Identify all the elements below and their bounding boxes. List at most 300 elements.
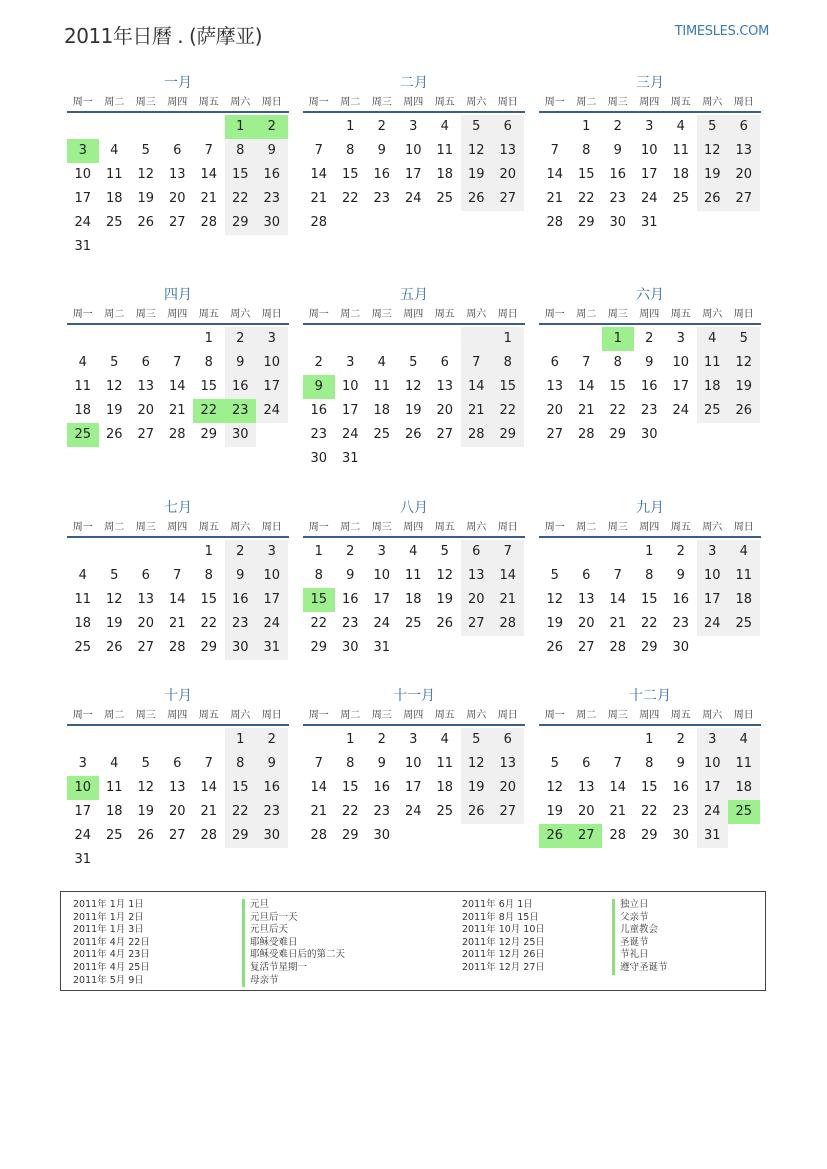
weekday-label: 周五	[670, 97, 691, 108]
day-cell: 24	[697, 612, 729, 636]
day-cell: 5	[461, 728, 493, 752]
empty-cell	[99, 540, 131, 564]
day-cell: 18	[672, 167, 690, 182]
weekday-label: 周五	[198, 97, 219, 108]
weekday-label: 周一	[544, 97, 565, 108]
weekday-label: 周五	[434, 710, 455, 721]
day-cell: 31	[640, 215, 658, 230]
day-cell: 9	[377, 143, 386, 158]
day-cell: 30	[341, 640, 359, 655]
day-cell: 10	[404, 756, 422, 771]
holiday-name: 元旦	[242, 899, 345, 912]
holiday-name: 独立日	[612, 899, 668, 912]
day-cell: 13	[728, 139, 760, 163]
day-cell: 21	[609, 616, 627, 631]
day-cell: 1	[645, 544, 654, 559]
empty-cell	[303, 327, 335, 351]
day-cell: 25	[105, 828, 123, 843]
day-cell: 18	[105, 191, 123, 206]
month-block	[539, 498, 761, 660]
day-cell: 30	[373, 828, 391, 843]
day-cell: 17	[672, 379, 690, 394]
month-name: 三月	[636, 75, 664, 91]
day-grid	[539, 115, 761, 235]
day-cell: 2	[613, 119, 622, 134]
weekday-label: 周二	[104, 309, 125, 320]
empty-cell	[162, 327, 194, 351]
day-cell: 18	[105, 804, 123, 819]
day-cell: 16	[373, 780, 391, 795]
day-cell: 23	[341, 616, 359, 631]
weekday-label: 周二	[576, 522, 597, 533]
day-cell: 22	[609, 403, 627, 418]
month-block	[303, 498, 525, 660]
weekday-label: 周一	[544, 522, 565, 533]
empty-cell	[539, 728, 571, 752]
holiday-name: 耶稣受难日	[242, 937, 345, 950]
weekday-label: 周六	[230, 97, 251, 108]
day-cell: 8	[225, 752, 257, 776]
day-cell: 15	[341, 780, 359, 795]
day-cell: 11	[672, 143, 690, 158]
day-cell: 13	[168, 780, 186, 795]
weekday-label: 周五	[670, 710, 691, 721]
day-cell: 21	[168, 616, 186, 631]
holiday-name: 元旦后天	[242, 924, 345, 937]
weekday-label: 周二	[340, 97, 361, 108]
weekday-label: 周一	[308, 710, 329, 721]
day-cell: 27	[168, 828, 186, 843]
day-cell: 17	[373, 592, 391, 607]
day-cell: 9	[256, 752, 288, 776]
weekday-header	[67, 307, 289, 325]
day-cell: 23	[640, 403, 658, 418]
day-cell: 7	[314, 756, 323, 771]
weekday-label: 周四	[639, 710, 660, 721]
empty-cell	[571, 327, 603, 351]
empty-cell	[303, 115, 335, 139]
weekday-label: 周二	[576, 97, 597, 108]
weekday-label: 周六	[466, 309, 487, 320]
day-cell: 2	[225, 327, 257, 351]
day-cell: 15	[577, 167, 595, 182]
day-cell: 10	[697, 564, 729, 588]
day-cell: 13	[492, 752, 524, 776]
day-cell: 9	[676, 568, 685, 583]
day-cell: 12	[461, 139, 493, 163]
empty-cell	[130, 327, 162, 351]
day-cell: 5	[110, 568, 119, 583]
day-cell: 11	[728, 752, 760, 776]
weekday-label: 周二	[104, 522, 125, 533]
weekday-label: 周六	[702, 522, 723, 533]
day-cell: 11	[728, 564, 760, 588]
day-cell: 7	[173, 355, 182, 370]
day-cell: 19	[404, 403, 422, 418]
holiday-name: 儿童教会	[612, 924, 668, 937]
holiday-name: 圣诞节	[612, 937, 668, 950]
day-cell: 20	[168, 804, 186, 819]
day-cell: 30	[256, 824, 288, 848]
holiday-day: 25	[728, 800, 760, 824]
holiday-date: 2011年 12月 27日	[462, 961, 545, 973]
day-cell: 19	[105, 616, 123, 631]
day-cell: 21	[577, 403, 595, 418]
day-cell: 25	[373, 427, 391, 442]
day-cell: 5	[110, 355, 119, 370]
day-cell: 5	[141, 756, 150, 771]
day-cell: 8	[645, 568, 654, 583]
month-block	[67, 285, 289, 447]
day-cell: 8	[204, 568, 213, 583]
day-grid	[303, 540, 525, 660]
day-cell: 13	[577, 592, 595, 607]
weekday-label: 周三	[607, 309, 628, 320]
weekday-label: 周四	[403, 97, 424, 108]
day-cell: 1	[582, 119, 591, 134]
day-cell: 10	[697, 752, 729, 776]
day-cell: 4	[110, 756, 119, 771]
day-cell: 18	[404, 592, 422, 607]
day-cell: 13	[546, 379, 564, 394]
day-cell: 4	[728, 728, 760, 752]
day-cell: 6	[173, 143, 182, 158]
day-cell: 29	[225, 211, 257, 235]
empty-cell	[162, 728, 194, 752]
empty-cell	[99, 728, 131, 752]
month-name: 十一月	[393, 688, 435, 704]
day-cell: 15	[225, 776, 257, 800]
day-cell: 9	[225, 351, 257, 375]
day-cell: 14	[492, 564, 524, 588]
empty-cell	[366, 327, 398, 351]
holiday-day: 2	[256, 115, 288, 139]
weekday-label: 周一	[308, 309, 329, 320]
day-cell: 15	[225, 163, 257, 187]
day-cell: 11	[436, 143, 454, 158]
weekday-label: 周五	[198, 309, 219, 320]
day-cell: 16	[310, 403, 328, 418]
day-cell: 6	[728, 115, 760, 139]
day-cell: 31	[74, 852, 92, 867]
day-cell: 4	[78, 355, 87, 370]
day-cell: 29	[225, 824, 257, 848]
day-cell: 13	[492, 139, 524, 163]
day-cell: 28	[461, 423, 493, 447]
weekday-label: 周日	[733, 97, 754, 108]
day-cell: 6	[550, 355, 559, 370]
holiday-day: 26	[539, 824, 571, 848]
day-cell: 26	[105, 640, 123, 655]
day-cell: 17	[341, 403, 359, 418]
day-cell: 10	[404, 143, 422, 158]
day-cell: 21	[546, 191, 564, 206]
day-cell: 12	[404, 379, 422, 394]
holiday-date: 2011年 4月 22日	[73, 936, 150, 948]
day-cell: 9	[225, 564, 257, 588]
weekday-label: 周日	[733, 522, 754, 533]
weekday-label: 周一	[72, 710, 93, 721]
day-cell: 20	[492, 776, 524, 800]
day-cell: 26	[697, 187, 729, 211]
weekday-label: 周日	[733, 309, 754, 320]
day-cell: 22	[640, 616, 658, 631]
weekday-label: 周三	[135, 522, 156, 533]
day-cell: 1	[346, 119, 355, 134]
empty-cell	[130, 115, 162, 139]
day-cell: 20	[492, 163, 524, 187]
day-cell: 24	[404, 804, 422, 819]
day-cell: 29	[609, 427, 627, 442]
day-cell: 31	[341, 451, 359, 466]
weekday-label: 周日	[261, 710, 282, 721]
month-block	[539, 285, 761, 447]
weekday-label: 周六	[702, 710, 723, 721]
day-cell: 15	[200, 592, 218, 607]
day-cell: 9	[613, 143, 622, 158]
day-cell: 14	[577, 379, 595, 394]
month-block	[67, 498, 289, 660]
day-cell: 7	[204, 756, 213, 771]
weekday-label: 周四	[167, 522, 188, 533]
month-name: 五月	[400, 287, 428, 303]
day-cell: 21	[168, 403, 186, 418]
day-cell: 14	[461, 375, 493, 399]
day-cell: 18	[436, 780, 454, 795]
day-cell: 30	[310, 451, 328, 466]
day-cell: 8	[613, 355, 622, 370]
day-cell: 19	[546, 616, 564, 631]
empty-cell	[130, 728, 162, 752]
day-cell: 7	[173, 568, 182, 583]
day-cell: 21	[461, 399, 493, 423]
day-cell: 1	[346, 732, 355, 747]
holiday-date: 2011年 1月 3日	[73, 924, 144, 936]
day-cell: 22	[577, 191, 595, 206]
day-cell: 2	[377, 119, 386, 134]
weekday-label: 周六	[230, 710, 251, 721]
day-cell: 27	[137, 640, 155, 655]
day-cell: 13	[436, 379, 454, 394]
holiday-name: 节礼日	[612, 949, 668, 962]
day-cell: 20	[436, 403, 454, 418]
empty-cell	[429, 327, 461, 351]
day-cell: 28	[168, 427, 186, 442]
holiday-date: 2011年 12月 25日	[462, 936, 545, 948]
weekday-label: 周一	[308, 97, 329, 108]
day-cell: 24	[404, 191, 422, 206]
day-cell: 6	[141, 568, 150, 583]
day-cell: 8	[204, 355, 213, 370]
day-cell: 30	[672, 640, 690, 655]
weekday-label: 周一	[544, 309, 565, 320]
weekday-label: 周二	[576, 309, 597, 320]
day-cell: 13	[137, 379, 155, 394]
weekday-label: 周日	[497, 710, 518, 721]
empty-cell	[67, 728, 99, 752]
day-cell: 2	[676, 544, 685, 559]
weekday-label: 周日	[733, 710, 754, 721]
day-cell: 2	[225, 540, 257, 564]
day-cell: 23	[256, 187, 288, 211]
weekday-label: 周五	[434, 309, 455, 320]
holiday-name: 耶稣受难日后的第二天	[242, 949, 345, 962]
day-cell: 31	[373, 640, 391, 655]
day-cell: 15	[609, 379, 627, 394]
month-name: 八月	[400, 500, 428, 516]
day-cell: 5	[728, 327, 760, 351]
day-cell: 3	[78, 756, 87, 771]
holiday-date: 2011年 1月 1日	[73, 899, 144, 910]
month-name: 二月	[400, 75, 428, 91]
day-cell: 3	[409, 119, 418, 134]
day-cell: 26	[728, 399, 760, 423]
weekday-label: 周三	[607, 710, 628, 721]
day-cell: 20	[137, 616, 155, 631]
weekday-label: 周三	[135, 97, 156, 108]
holiday-day: 25	[67, 423, 99, 447]
weekday-header	[539, 708, 761, 726]
day-cell: 29	[341, 828, 359, 843]
day-cell: 28	[546, 215, 564, 230]
legend-left-names	[242, 899, 345, 987]
day-cell: 6	[173, 756, 182, 771]
day-cell: 27	[436, 427, 454, 442]
weekday-label: 周二	[576, 710, 597, 721]
day-cell: 28	[310, 215, 328, 230]
weekday-header	[539, 520, 761, 538]
day-cell: 13	[577, 780, 595, 795]
day-cell: 23	[310, 427, 328, 442]
day-cell: 10	[256, 351, 288, 375]
day-grid	[303, 728, 525, 848]
day-cell: 11	[436, 756, 454, 771]
day-cell: 22	[341, 191, 359, 206]
weekday-header	[539, 307, 761, 325]
day-cell: 6	[492, 115, 524, 139]
month-name: 十月	[164, 688, 192, 704]
site-link[interactable]: TIMESLES.COM	[674, 24, 769, 39]
weekday-label: 周四	[639, 309, 660, 320]
day-cell: 19	[105, 403, 123, 418]
day-cell: 23	[256, 800, 288, 824]
empty-cell	[67, 540, 99, 564]
holiday-date: 2011年 10月 10日	[462, 924, 545, 936]
day-cell: 15	[640, 780, 658, 795]
day-cell: 11	[74, 379, 92, 394]
weekday-label: 周四	[167, 97, 188, 108]
month-block	[67, 686, 289, 872]
day-cell: 6	[582, 568, 591, 583]
day-cell: 31	[256, 636, 288, 660]
weekday-label: 周三	[371, 97, 392, 108]
empty-cell	[67, 327, 99, 351]
holiday-day: 23	[225, 399, 257, 423]
day-cell: 20	[546, 403, 564, 418]
weekday-label: 周二	[104, 710, 125, 721]
legend-right-dates	[462, 899, 545, 975]
day-cell: 7	[314, 143, 323, 158]
day-cell: 16	[672, 780, 690, 795]
weekday-label: 周六	[702, 309, 723, 320]
weekday-header	[303, 307, 525, 325]
day-cell: 13	[137, 592, 155, 607]
day-cell: 10	[74, 167, 92, 182]
day-grid	[303, 327, 525, 471]
day-cell: 16	[672, 592, 690, 607]
day-cell: 14	[200, 780, 218, 795]
weekday-header	[67, 95, 289, 113]
weekday-label: 周日	[261, 97, 282, 108]
weekday-label: 周日	[497, 309, 518, 320]
holiday-day: 22	[193, 399, 225, 423]
day-cell: 14	[168, 379, 186, 394]
empty-cell	[602, 540, 634, 564]
day-cell: 22	[200, 616, 218, 631]
day-cell: 19	[436, 592, 454, 607]
day-cell: 22	[492, 399, 524, 423]
day-cell: 6	[461, 540, 493, 564]
day-cell: 14	[310, 780, 328, 795]
month-block	[303, 686, 525, 848]
day-cell: 8	[645, 756, 654, 771]
day-cell: 22	[341, 804, 359, 819]
day-cell: 20	[577, 804, 595, 819]
day-cell: 28	[200, 828, 218, 843]
day-cell: 23	[373, 804, 391, 819]
weekday-header	[67, 520, 289, 538]
legend-right-names	[612, 899, 668, 975]
day-cell: 22	[640, 804, 658, 819]
day-cell: 23	[609, 191, 627, 206]
day-cell: 12	[697, 139, 729, 163]
month-name: 九月	[636, 500, 664, 516]
day-cell: 12	[105, 592, 123, 607]
day-cell: 2	[314, 355, 323, 370]
day-cell: 25	[697, 399, 729, 423]
day-cell: 4	[697, 327, 729, 351]
empty-cell	[99, 115, 131, 139]
day-cell: 14	[310, 167, 328, 182]
month-name: 四月	[164, 287, 192, 303]
holiday-date: 2011年 5月 9日	[73, 974, 144, 986]
day-cell: 20	[728, 163, 760, 187]
day-cell: 11	[404, 568, 422, 583]
day-cell: 24	[256, 399, 288, 423]
day-cell: 29	[640, 828, 658, 843]
weekday-label: 周一	[308, 522, 329, 533]
day-cell: 2	[676, 732, 685, 747]
day-cell: 6	[582, 756, 591, 771]
day-cell: 1	[204, 544, 213, 559]
day-cell: 25	[74, 640, 92, 655]
day-cell: 17	[697, 588, 729, 612]
day-cell: 10	[373, 568, 391, 583]
day-cell: 19	[461, 163, 493, 187]
day-cell: 1	[492, 327, 524, 351]
day-cell: 14	[200, 167, 218, 182]
day-cell: 16	[609, 167, 627, 182]
empty-cell	[193, 115, 225, 139]
weekday-label: 周二	[340, 522, 361, 533]
day-cell: 8	[225, 139, 257, 163]
weekday-label: 周四	[403, 309, 424, 320]
day-cell: 30	[640, 427, 658, 442]
day-cell: 17	[697, 776, 729, 800]
weekday-label: 周六	[466, 97, 487, 108]
day-grid	[67, 540, 289, 660]
month-block	[67, 73, 289, 259]
